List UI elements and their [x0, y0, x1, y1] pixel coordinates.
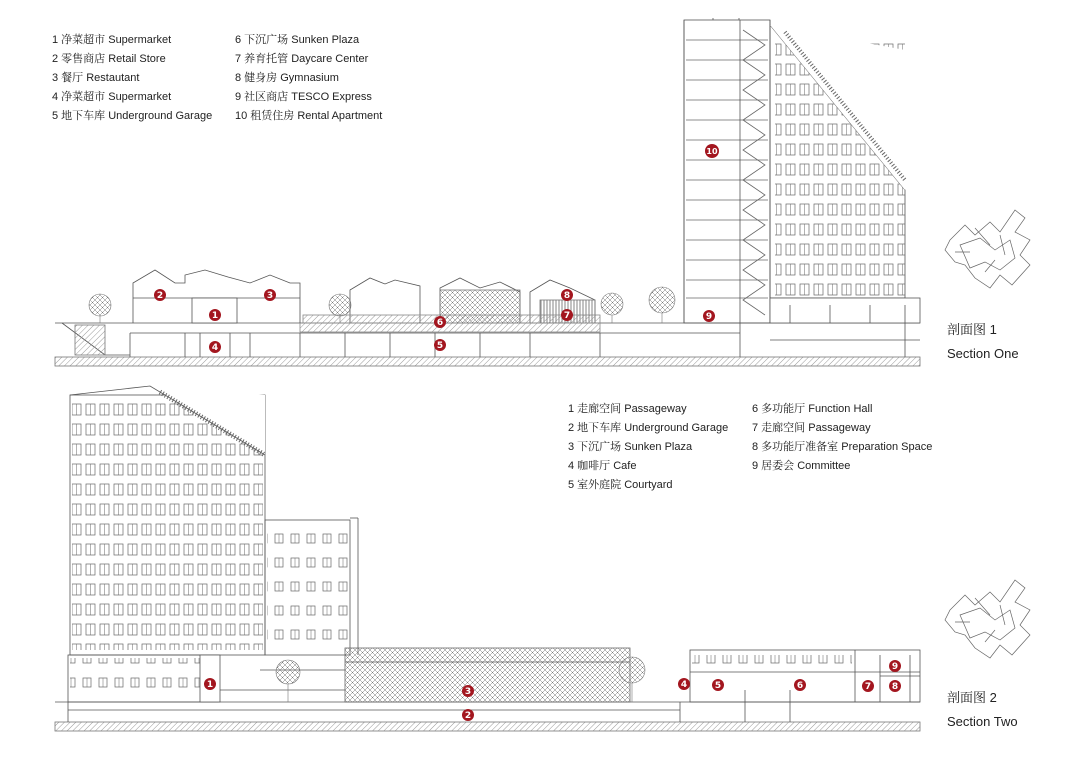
marker-5 — [434, 339, 446, 351]
legend-item: 5 地下车库 Underground Garage — [52, 110, 213, 122]
marker-4 — [209, 341, 221, 353]
marker-3 — [264, 289, 276, 301]
svg-text:6: 6 — [436, 318, 444, 328]
section-one-title-en: Section One — [947, 346, 1019, 361]
svg-text:7: 7 — [864, 682, 872, 692]
marker-9 — [889, 660, 901, 672]
legend-item: 1 净菜超市 Supermarket — [52, 34, 172, 46]
svg-text:1: 1 — [206, 680, 214, 690]
legend-item: 9 社区商店 TESCO Express — [235, 91, 372, 103]
marker-2 — [462, 709, 474, 721]
legend-item: 10 租赁住房 Rental Apartment — [235, 110, 383, 122]
svg-text:4: 4 — [680, 680, 688, 690]
legend-item: 1 走廊空间 Passageway — [568, 403, 687, 415]
section-two-title-zh: 剖面图 2 — [947, 690, 997, 705]
marker-6 — [794, 679, 806, 691]
marker-6 — [434, 316, 446, 328]
marker-8 — [561, 289, 573, 301]
svg-text:10: 10 — [706, 147, 718, 156]
svg-text:3: 3 — [266, 291, 274, 301]
svg-text:9: 9 — [705, 312, 713, 322]
marker-2 — [154, 289, 166, 301]
marker-5 — [712, 679, 724, 691]
legend-item: 2 零售商店 Retail Store — [52, 53, 166, 65]
marker-3 — [462, 685, 474, 697]
legend-item: 4 净菜超市 Supermarket — [52, 91, 172, 103]
legend-item: 3 餐厅 Restautant — [52, 72, 140, 84]
section-one-markers — [154, 144, 719, 353]
key-plan-two — [945, 580, 1030, 658]
section-one-drawing — [55, 18, 920, 366]
section-two-title-en: Section Two — [947, 714, 1018, 729]
svg-text:4: 4 — [211, 343, 219, 353]
marker-1 — [204, 678, 216, 690]
section-two-drawing — [55, 386, 920, 731]
legend-item: 4 咖啡厅 Cafe — [568, 460, 637, 472]
marker-7 — [862, 680, 874, 692]
legend-item: 3 下沉广场 Sunken Plaza — [568, 441, 693, 453]
marker-4 — [678, 678, 690, 690]
svg-text:8: 8 — [891, 682, 899, 692]
svg-text:1: 1 — [211, 311, 219, 321]
legend-item: 7 养育托管 Daycare Center — [235, 53, 369, 65]
svg-text:6: 6 — [796, 681, 804, 691]
marker-10 — [705, 144, 719, 158]
marker-7 — [561, 309, 573, 321]
legend-item: 6 多功能厅 Function Hall — [752, 403, 873, 415]
section-one-title-zh: 剖面图 1 — [947, 322, 997, 337]
svg-text:9: 9 — [891, 662, 899, 672]
marker-9 — [703, 310, 715, 322]
svg-text:3: 3 — [464, 687, 472, 697]
svg-text:7: 7 — [563, 311, 571, 321]
svg-text:5: 5 — [436, 341, 444, 351]
marker-8 — [889, 680, 901, 692]
legend-item: 9 居委会 Committee — [752, 460, 851, 472]
key-plan-one — [945, 210, 1030, 288]
svg-text:8: 8 — [563, 291, 571, 301]
svg-text:2: 2 — [464, 711, 472, 721]
legend-item: 7 走廊空间 Passageway — [752, 422, 871, 434]
legend-item: 6 下沉广场 Sunken Plaza — [235, 34, 360, 46]
legend-item: 8 健身房 Gymnasium — [235, 72, 339, 84]
svg-text:5: 5 — [714, 681, 722, 691]
legend-item: 5 室外庭院 Courtyard — [568, 479, 673, 491]
svg-text:2: 2 — [156, 291, 164, 301]
legend-item: 2 地下车库 Underground Garage — [568, 422, 729, 434]
legend-item: 8 多功能厅准备室 Preparation Space — [752, 441, 933, 453]
marker-1 — [209, 309, 221, 321]
